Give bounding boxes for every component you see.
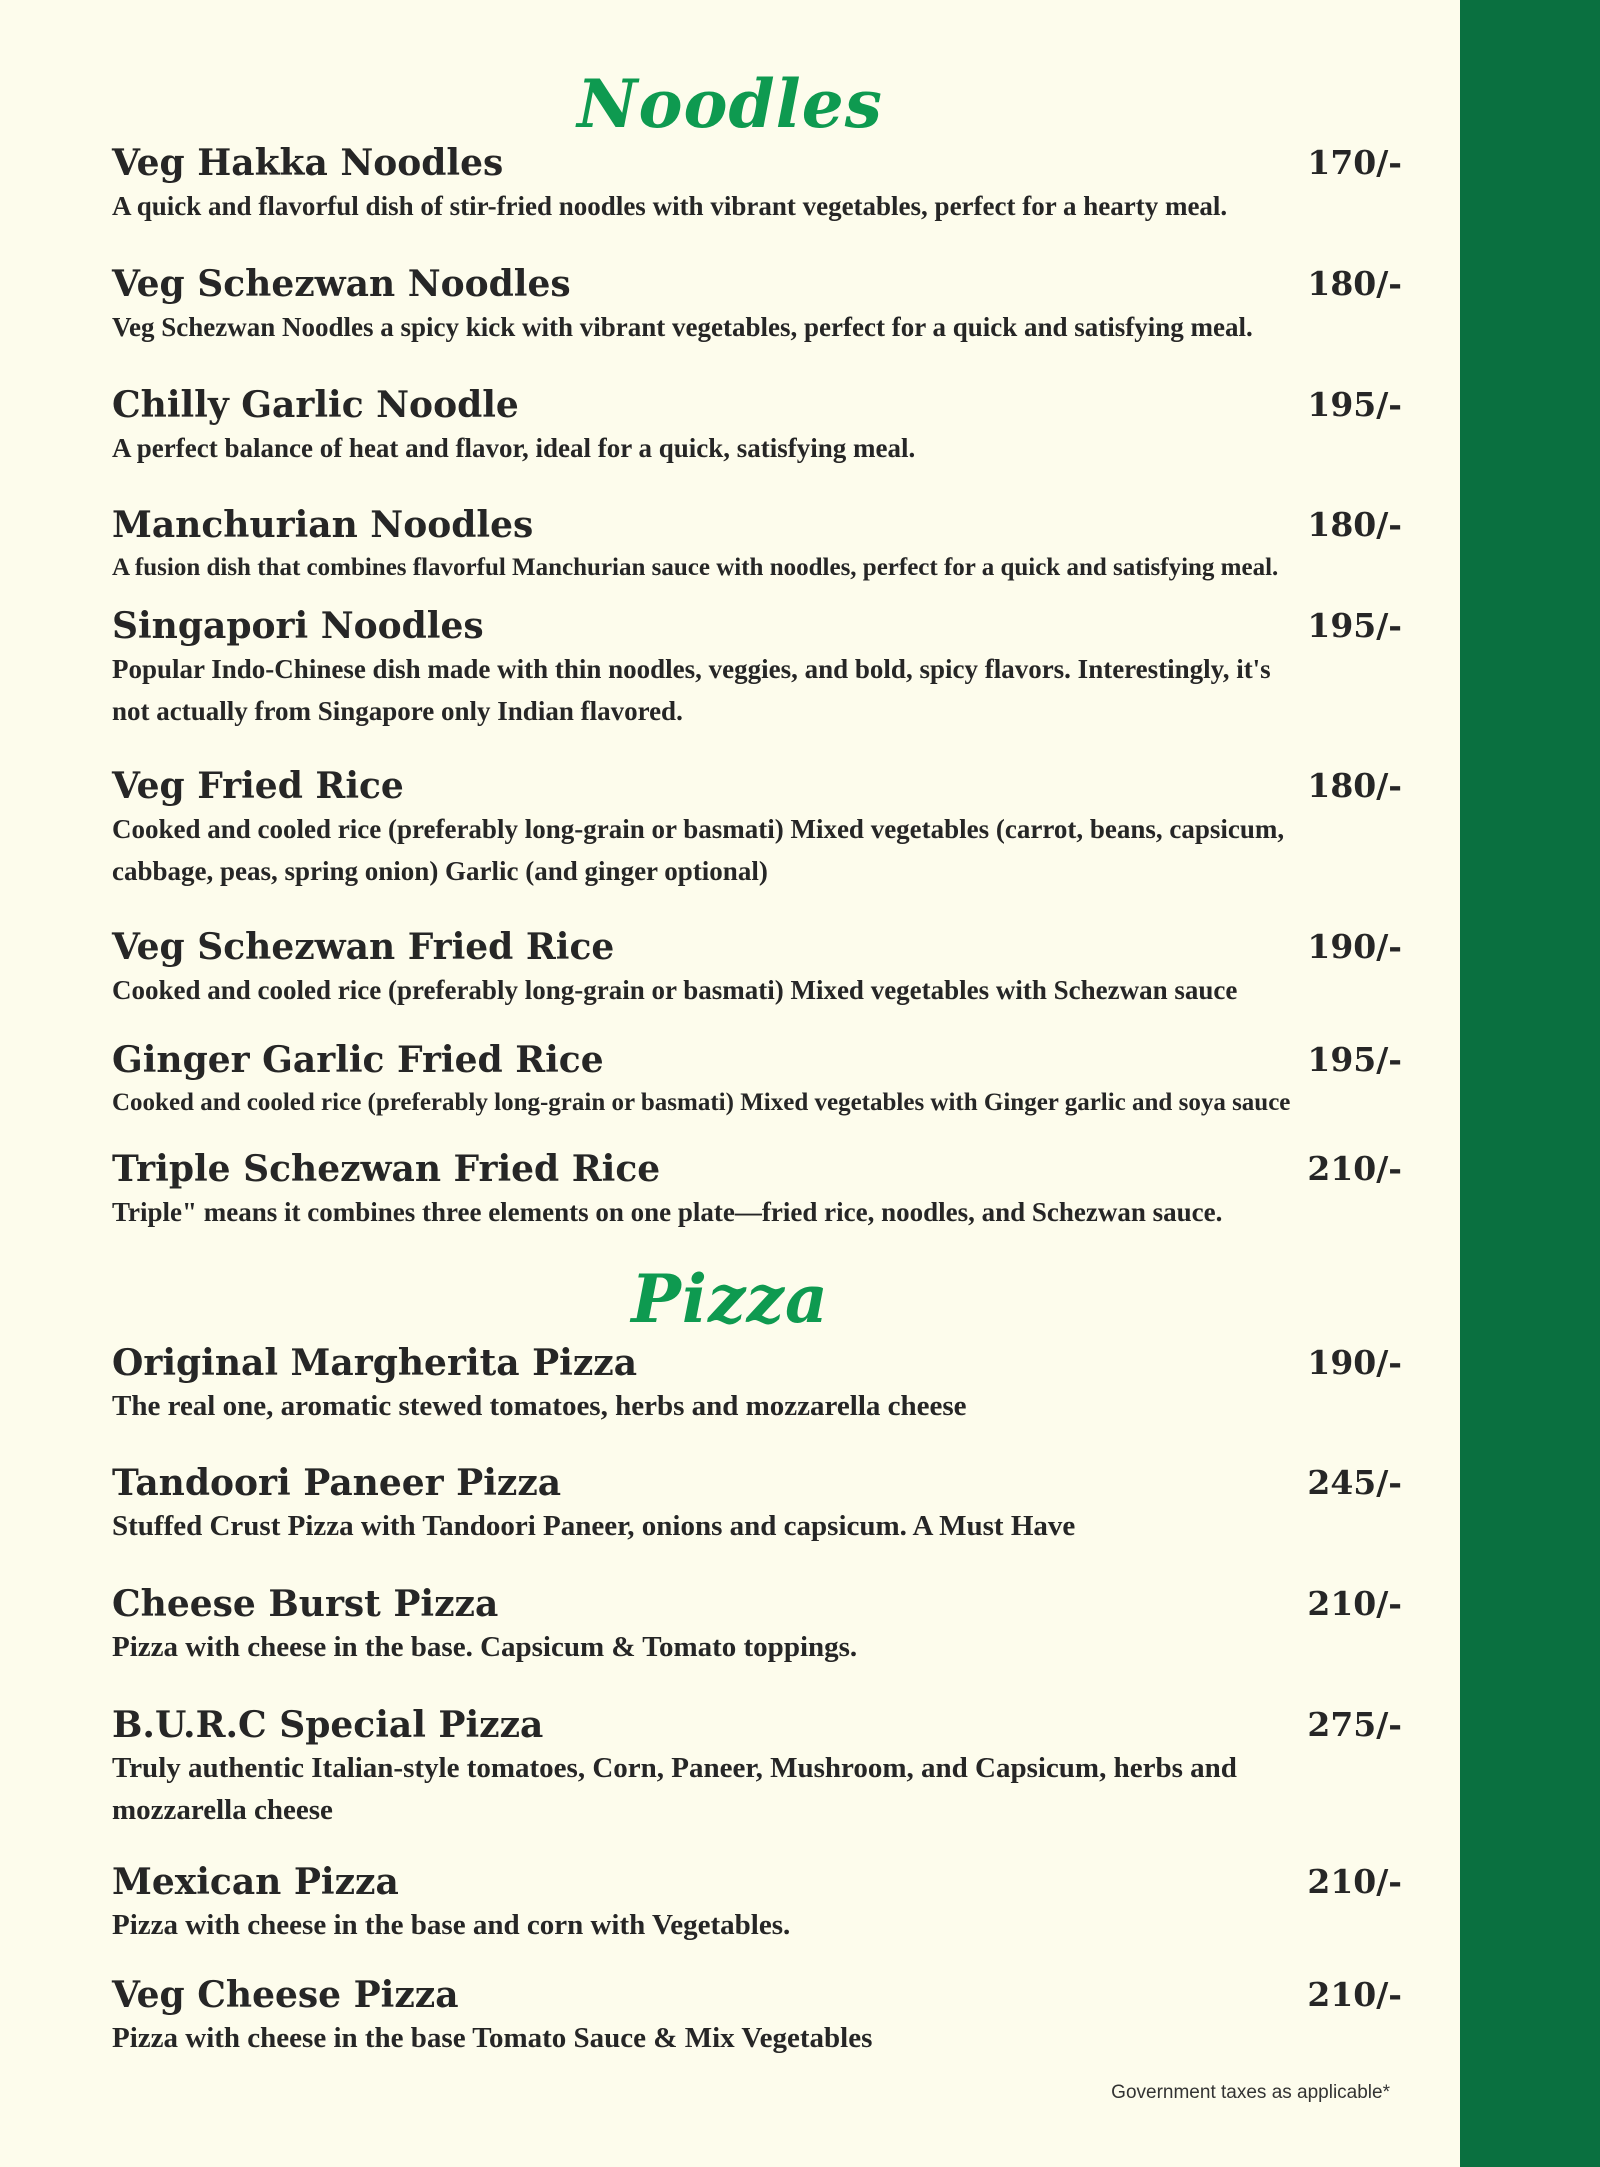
menu-item [112, 1461, 1402, 1547]
item-name: Veg Hakka Noodles [112, 142, 504, 184]
section-title-pizza: Pizza [631, 1260, 829, 1338]
item-price: 210/- [1307, 1584, 1402, 1623]
item-name: Veg Cheese Pizza [112, 1974, 459, 2016]
item-name: Veg Schezwan Noodles [112, 263, 571, 305]
item-price: 210/- [1307, 1862, 1402, 1901]
item-price: 195/- [1307, 606, 1402, 645]
menu-item [112, 1582, 1402, 1668]
item-price: 180/- [1307, 766, 1402, 805]
item-description: Popular Indo-Chinese dish made with thin noodles, veggies, and bold, spicy flavors. Interestingly, it's not actually from Singapore only Indian flavored. [112, 654, 1271, 726]
item-price: 190/- [1307, 1343, 1402, 1382]
item-price: 245/- [1307, 1463, 1402, 1502]
item-description: Veg Schezwan Noodles a spicy kick with vibrant vegetables, perfect for a quick and satisfying meal. [112, 312, 1253, 342]
item-name: Ginger Garlic Fried Rice [112, 1039, 604, 1081]
menu-item [112, 1147, 1402, 1233]
item-price: 170/- [1307, 143, 1402, 182]
item-description: The real one, aromatic stewed tomatoes, herbs and mozzarella cheese [112, 1390, 967, 1422]
menu-item [112, 925, 1402, 1011]
item-description: A fusion dish that combines flavorful Manchurian sauce with noodles, perfect for a quick and satisfying meal. [112, 554, 1279, 581]
menu-item [112, 1341, 1402, 1427]
menu-item [112, 1860, 1402, 1946]
item-name: Tandoori Paneer Pizza [112, 1462, 562, 1504]
item-name: Veg Schezwan Fried Rice [112, 926, 615, 968]
menu-item [112, 383, 1402, 469]
item-price: 210/- [1307, 1149, 1402, 1188]
menu-item [112, 141, 1402, 227]
menu-item [112, 604, 1402, 732]
item-price: 180/- [1307, 264, 1402, 303]
menu-item [112, 262, 1402, 348]
item-name: Singapori Noodles [112, 605, 484, 647]
item-name: B.U.R.C Special Pizza [112, 1704, 544, 1746]
item-price: 275/- [1307, 1705, 1402, 1744]
menu-item [112, 503, 1402, 589]
item-price: 210/- [1307, 1975, 1402, 2014]
item-description: A quick and flavorful dish of stir-fried noodles with vibrant vegetables, perfect for a hearty meal. [112, 191, 1228, 221]
item-name: Veg Fried Rice [112, 765, 404, 807]
item-description: Cooked and cooled rice (preferably long-grain or basmati) Mixed vegetables (carrot, beans, capsicum, cabbage, peas, spring onion) Garlic (and ginger optional) [112, 814, 1285, 886]
item-name: Manchurian Noodles [112, 504, 534, 546]
item-name: Original Margherita Pizza [112, 1342, 638, 1384]
green-side-band [1460, 0, 1600, 2167]
item-description: Pizza with cheese in the base and corn with Vegetables. [112, 1909, 791, 1941]
menu-item [112, 1703, 1402, 1831]
item-price: 180/- [1307, 505, 1402, 544]
item-description: Truly authentic Italian-style tomatoes, Corn, Paneer, Mushroom, and Capsicum, herbs and mozzarella cheese [112, 1752, 1237, 1826]
menu-item [112, 1038, 1402, 1124]
item-price: 195/- [1307, 385, 1402, 424]
menu-item [112, 1973, 1402, 2059]
item-price: 195/- [1307, 1040, 1402, 1079]
tax-footnote: Government taxes as applicable* [1111, 2082, 1390, 2103]
menu-item [112, 764, 1402, 892]
item-price: 190/- [1307, 927, 1402, 966]
item-description: Pizza with cheese in the base Tomato Sauce & Mix Vegetables [112, 2022, 873, 2054]
item-description: Pizza with cheese in the base. Capsicum & Tomato toppings. [112, 1631, 858, 1663]
item-description: Cooked and cooled rice (preferably long-grain or basmati) Mixed vegetables with Schezwan sauce [112, 975, 1238, 1005]
item-name: Mexican Pizza [112, 1861, 399, 1903]
item-description: Stuffed Crust Pizza with Tandoori Paneer, onions and capsicum. A Must Have [112, 1510, 1076, 1542]
section-title-noodles: Noodles [577, 65, 883, 143]
item-name: Chilly Garlic Noodle [112, 384, 519, 426]
item-description: Triple" means it combines three elements on one plate—fried rice, noodles, and Schezwan sauce. [112, 1197, 1223, 1227]
item-description: A perfect balance of heat and flavor, ideal for a quick, satisfying meal. [112, 433, 916, 463]
item-name: Cheese Burst Pizza [112, 1583, 499, 1625]
item-description: Cooked and cooled rice (preferably long-grain or basmati) Mixed vegetables with Ginger garlic and soya sauce [112, 1089, 1291, 1116]
item-name: Triple Schezwan Fried Rice [112, 1148, 661, 1190]
